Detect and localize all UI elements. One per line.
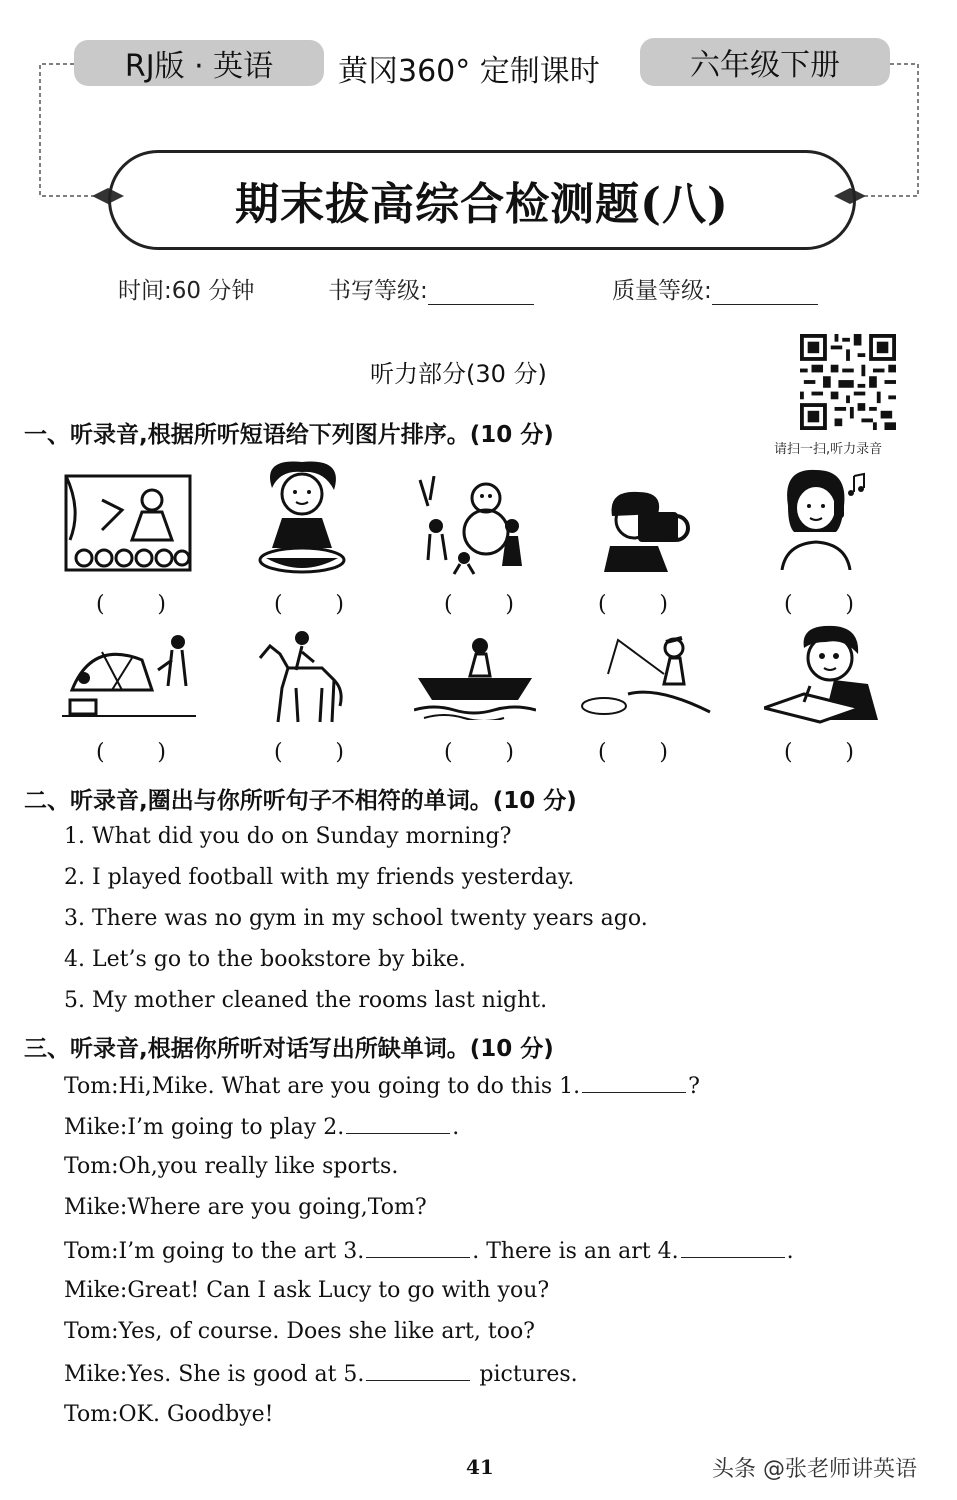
part2-item[interactable]: 3. There was no gym in my school twenty years ago. bbox=[64, 906, 648, 931]
writing-homework-icon bbox=[764, 624, 884, 724]
series-title: 黄冈360° 定制课时 bbox=[338, 54, 600, 89]
answer-slot[interactable] bbox=[598, 592, 668, 617]
dialogue-text: pictures. bbox=[479, 1362, 578, 1387]
part1-heading: 一、听录音,根据所听短语给下列图片排序。(10 分) bbox=[24, 422, 554, 448]
stage-performance-icon bbox=[62, 470, 194, 576]
paren-open: ( bbox=[274, 592, 283, 617]
paren-close: ) bbox=[505, 740, 514, 765]
paren-close: ) bbox=[335, 740, 344, 765]
fishing-icon bbox=[578, 634, 712, 720]
quality-grade-blank[interactable] bbox=[712, 282, 818, 305]
boating-icon bbox=[414, 636, 536, 720]
quality-grade-label: 质量等级: bbox=[612, 278, 712, 304]
answer-blank[interactable] bbox=[346, 1113, 450, 1134]
page-title: 期末拔高综合检测题(八) bbox=[235, 179, 729, 230]
paren-open: ( bbox=[96, 740, 105, 765]
paren-close: ) bbox=[157, 592, 166, 617]
dialogue-text: Mike:I’m going to play 2. bbox=[64, 1115, 345, 1140]
part2-heading: 二、听录音,圈出与你所听句子不相符的单词。(10 分) bbox=[24, 788, 577, 814]
paren-open: ( bbox=[96, 592, 105, 617]
dialogue-line bbox=[64, 1072, 700, 1099]
part2-item[interactable]: 2. I played football with my friends yesterday. bbox=[64, 865, 575, 890]
paren-close: ) bbox=[335, 592, 344, 617]
edition-badge: RJ版 · 英语 bbox=[74, 40, 324, 86]
dialogue-text: ? bbox=[688, 1074, 700, 1099]
answer-slot[interactable] bbox=[274, 592, 344, 617]
paren-open: ( bbox=[274, 740, 283, 765]
dialogue-text: . bbox=[786, 1239, 794, 1264]
listening-music-icon bbox=[776, 466, 868, 570]
dialogue-text: . There is an art 4. bbox=[472, 1239, 679, 1264]
writing-grade-blank[interactable] bbox=[428, 282, 534, 305]
dialogue-text: . bbox=[452, 1115, 460, 1140]
paren-close: ) bbox=[845, 740, 854, 765]
time-label: 时间:60 分钟 bbox=[118, 278, 255, 304]
paren-close: ) bbox=[659, 592, 668, 617]
title-frame bbox=[108, 150, 856, 250]
answer-slot[interactable] bbox=[784, 592, 854, 617]
answer-slot[interactable] bbox=[784, 740, 854, 765]
answer-slot[interactable] bbox=[96, 592, 166, 617]
dialogue-line: Tom:Yes, of course. Does she like art, too? bbox=[64, 1319, 535, 1344]
dialogue-text: Mike:Yes. She is good at 5. bbox=[64, 1362, 365, 1387]
dialogue-line bbox=[64, 1360, 578, 1387]
watermark: 头条 @张老师讲英语 bbox=[712, 1457, 917, 1482]
paren-open: ( bbox=[444, 592, 453, 617]
horse-riding-icon bbox=[252, 628, 344, 724]
washing-clothes-icon bbox=[252, 458, 352, 576]
paren-open: ( bbox=[784, 592, 793, 617]
writing-grade bbox=[328, 272, 534, 305]
part2-item[interactable]: 4. Let’s go to the bookstore by bike. bbox=[64, 947, 466, 972]
paren-open: ( bbox=[598, 592, 607, 617]
answer-blank[interactable] bbox=[366, 1237, 470, 1258]
dialogue-line: Tom:OK. Goodbye! bbox=[64, 1402, 274, 1427]
paren-close: ) bbox=[845, 592, 854, 617]
answer-slot[interactable] bbox=[274, 740, 344, 765]
part2-item[interactable]: 1. What did you do on Sunday morning? bbox=[64, 824, 512, 849]
page-number: 41 bbox=[466, 1455, 494, 1479]
quality-grade bbox=[612, 272, 818, 305]
paren-open: ( bbox=[444, 740, 453, 765]
writing-grade-label: 书写等级: bbox=[328, 278, 428, 304]
answer-blank[interactable] bbox=[681, 1237, 785, 1258]
part3-heading: 三、听录音,根据你所听对话写出所缺单词。(10 分) bbox=[24, 1036, 554, 1062]
paren-open: ( bbox=[598, 740, 607, 765]
answer-slot[interactable] bbox=[444, 592, 514, 617]
paren-open: ( bbox=[784, 740, 793, 765]
dialogue-text: Tom:I’m going to the art 3. bbox=[64, 1239, 365, 1264]
answer-blank[interactable] bbox=[366, 1360, 470, 1381]
taking-photos-icon bbox=[598, 486, 694, 572]
paren-close: ) bbox=[157, 740, 166, 765]
part2-item[interactable]: 5. My mother cleaned the rooms last night. bbox=[64, 988, 548, 1013]
answer-slot[interactable] bbox=[96, 740, 166, 765]
dialogue-line bbox=[64, 1237, 794, 1264]
dialogue-line: Mike:Where are you going,Tom? bbox=[64, 1195, 427, 1220]
qr-caption: 请扫一扫,听力录音 bbox=[774, 442, 883, 457]
paren-close: ) bbox=[659, 740, 668, 765]
dialogue-line: Tom:Oh,you really like sports. bbox=[64, 1154, 399, 1179]
dialogue-line bbox=[64, 1113, 459, 1140]
dialogue-line: Mike:Great! Can I ask Lucy to go with you? bbox=[64, 1278, 550, 1303]
listening-section-title: 听力部分(30 分) bbox=[370, 360, 547, 388]
grade-badge: 六年级下册 bbox=[640, 38, 890, 86]
paren-close: ) bbox=[505, 592, 514, 617]
camping-tent-icon bbox=[62, 630, 196, 722]
answer-slot[interactable] bbox=[444, 740, 514, 765]
qr-code-icon[interactable] bbox=[800, 334, 896, 430]
answer-blank[interactable] bbox=[582, 1072, 686, 1093]
snowman-icon bbox=[414, 476, 534, 576]
answer-slot[interactable] bbox=[598, 740, 668, 765]
dialogue-text: Tom:Hi,Mike. What are you going to do this 1. bbox=[64, 1074, 581, 1099]
